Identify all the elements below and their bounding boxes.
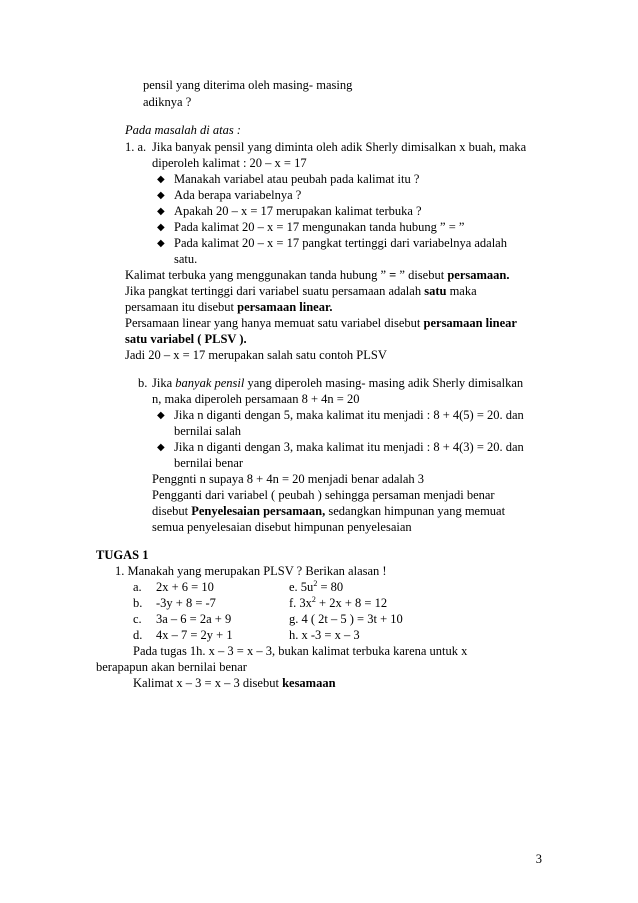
bullet-b-2: Jika n diganti dengan 3, maka kalimat itu menjadi : 8 + 4(3) = 20. dan bbox=[174, 440, 524, 454]
exercise-e: e. $5u^2 = 80$ bbox=[289, 578, 344, 594]
exercise-label-d: d. bbox=[133, 628, 143, 642]
item-1a-label: 1. a. bbox=[125, 140, 147, 154]
bullet-a-5: Pada kalimat 20 – x = 17 pangkat tertinggi dari variabelnya adalah bbox=[174, 236, 507, 250]
bullet-a-3: Apakah 20 – x = 17 merupakan kalimat terbuka ? bbox=[174, 204, 422, 218]
bullet-b-1: Jika n diganti dengan 5, maka kalimat itu menjadi : 8 + 4(5) = 20. dan bbox=[174, 408, 524, 422]
exercise-a: 2x + 6 = 10 bbox=[156, 580, 214, 594]
bullet-b-2-cont: bernilai benar bbox=[174, 456, 244, 470]
tugas-question: 1. Manakah yang merupakan PLSV ? Berikan alasan ! bbox=[115, 564, 387, 578]
diamond-bullet-icon: ◆ bbox=[157, 238, 165, 249]
bullet-a-5-cont: satu. bbox=[174, 252, 198, 266]
diamond-bullet-icon: ◆ bbox=[157, 222, 165, 233]
penyelesaian-line-2: disebut Penyelesaian persamaan, sedangkan himpunan yang memuat bbox=[152, 504, 506, 518]
paragraph-persamaan: Kalimat terbuka yang menggunakan tanda hubung ” = ” disebut persamaan. bbox=[125, 268, 510, 282]
page-number: 3 bbox=[535, 852, 542, 866]
exercise-g: g. 4 ( 2t – 5 ) = 3t + 10 bbox=[289, 612, 403, 626]
penyelesaian-line-3: semua penyelesaian disebut himpunan penyelesaian bbox=[152, 520, 412, 534]
item-b-label: b. bbox=[138, 376, 148, 390]
diamond-bullet-icon: ◆ bbox=[157, 410, 165, 421]
item-1a-line-1: Jika banyak pensil yang diminta oleh adik Sherly dimisalkan x buah, maka bbox=[152, 140, 527, 154]
paragraph-plsv-line-2: satu variabel ( PLSV ). bbox=[125, 332, 247, 346]
paragraph-contoh: Jadi 20 – x = 17 merupakan salah satu contoh PLSV bbox=[125, 348, 387, 362]
exercise-h: h. x -3 = x – 3 bbox=[289, 628, 360, 642]
note-line-3: Kalimat x – 3 = x – 3 disebut kesamaan bbox=[133, 676, 336, 690]
item-b-line-2: n, maka diperoleh persamaan 8 + 4n = 20 bbox=[152, 392, 360, 406]
paragraph-plsv-line-1: Persamaan linear yang hanya memuat satu variabel disebut persamaan linear bbox=[125, 316, 517, 330]
exercise-f: f. $3x^2 + 2x + 8 = 12$ bbox=[289, 594, 388, 610]
item-1a-line-2: diperoleh kalimat : 20 – x = 17 bbox=[152, 156, 307, 170]
exercise-c: 3a – 6 = 2a + 9 bbox=[156, 612, 232, 626]
note-line-1: Pada tugas 1h. x – 3 = x – 3, bukan kalimat terbuka karena untuk x bbox=[133, 644, 468, 658]
note-line-2: berapapun akan bernilai benar bbox=[96, 660, 247, 674]
intro-line-1: pensil yang diterima oleh masing- masing bbox=[143, 78, 353, 92]
bullet-b-1-cont: bernilai salah bbox=[174, 424, 241, 438]
exercise-label-c: c. bbox=[133, 612, 142, 626]
diamond-bullet-icon: ◆ bbox=[157, 174, 165, 185]
item-b-line-1: Jika banyak pensil yang diperoleh masing- masing adik Sherly dimisalkan bbox=[152, 376, 524, 390]
pengganti-line: Penggnti n supaya 8 + 4n = 20 menjadi benar adalah 3 bbox=[152, 472, 425, 486]
bullet-a-2: Ada berapa variabelnya ? bbox=[174, 188, 302, 202]
exercise-label-a: a. bbox=[133, 580, 142, 594]
penyelesaian-line-1: Pengganti dari variabel ( peubah ) sehingga persaman menjadi benar bbox=[152, 488, 495, 502]
section-heading: Pada masalah di atas : bbox=[125, 123, 241, 137]
exercise-d: 4x – 7 = 2y + 1 bbox=[156, 628, 233, 642]
intro-line-2: adiknya ? bbox=[143, 95, 192, 109]
diamond-bullet-icon: ◆ bbox=[157, 442, 165, 453]
paragraph-linear-line-2: persamaan itu disebut persamaan linear. bbox=[125, 300, 333, 314]
diamond-bullet-icon: ◆ bbox=[157, 206, 165, 217]
bullet-a-1: Manakah variabel atau peubah pada kalimat itu ? bbox=[174, 172, 420, 186]
exercise-label-b: b. bbox=[133, 596, 143, 610]
diamond-bullet-icon: ◆ bbox=[157, 190, 165, 201]
paragraph-linear-line-1: Jika pangkat tertinggi dari variabel suatu persamaan adalah satu maka bbox=[125, 284, 477, 298]
tugas-title: TUGAS 1 bbox=[96, 548, 149, 562]
exercise-b: -3y + 8 = -7 bbox=[156, 596, 216, 610]
bullet-a-4: Pada kalimat 20 – x = 17 mengunakan tanda hubung ” = ” bbox=[174, 220, 465, 234]
